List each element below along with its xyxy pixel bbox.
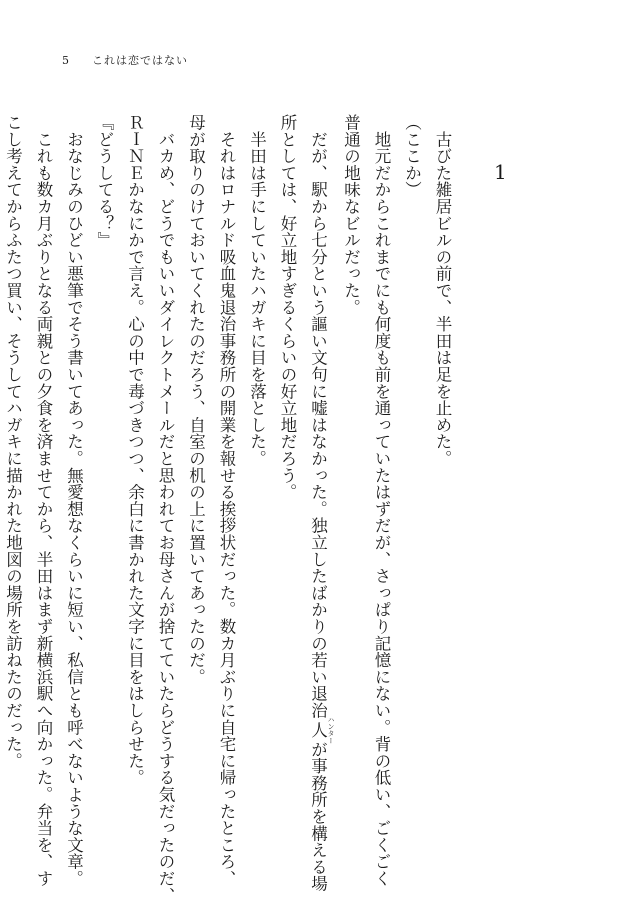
text-line: それはロナルド吸血鬼退治事務所の開業を報せる挨拶状だった。数カ月ぶりに自宅に帰ったところ、 — [217, 130, 236, 887]
running-header — [62, 52, 188, 68]
text-line: 普通の地味なビルだった。 — [341, 114, 361, 316]
text-line: 半田は手にしていたハガキに目を落とした。 — [247, 130, 267, 467]
text-line: バカめ、どうでもいいダイレクトメールだと思われてお母さんが捨てていたらどうする気だったのだ、 — [156, 130, 175, 904]
ruby-base: 人 — [308, 715, 328, 744]
furigana-word — [308, 715, 335, 744]
text-line: 古びた雑居ビルの前で、半田は足を止めた。 — [433, 130, 452, 467]
vertical-body-text — [0, 114, 457, 904]
page-number: 5 — [62, 54, 70, 67]
text-segment: だが、駅から七分という謳い文句に嘘はなかった。独立したばかりの若い退治 — [308, 130, 328, 719]
ruby-reading: ハンター — [327, 715, 335, 744]
chapter-number: 1 — [494, 160, 507, 184]
text-line: これも数カ月ぶりとなる両親との夕食を済ませてから、半田はまず新横浜駅へ向かった。弁当を、す — [34, 130, 53, 887]
text-line: ＲＩＮＥかなにかで言え。心の中で毒づきつつ、余白に書かれた文字に目をはしらせた。 — [125, 114, 145, 786]
text-line-with-ruby — [302, 114, 335, 893]
book-title: これは恋ではない — [92, 54, 188, 67]
text-line: 地元だからこれまでにも何度も前を通っていたはずだが、さっぱり記憶にない。背の低い、ごくごく — [372, 130, 391, 887]
text-segment: が事務所を構える場 — [308, 740, 328, 893]
text-line: おなじみのひどい悪筆でそう書いてあった。無愛想なくらいに短い、私信とも呼べないような文章。 — [64, 130, 84, 887]
text-line: （ここか） — [402, 114, 422, 198]
text-line: 所としては、好立地すぎるくらいの好立地だろう。 — [278, 114, 297, 501]
text-line: 『どうしてる？』 — [95, 114, 114, 249]
text-line: 母が取りのけておいてくれたのだろう、自室の机の上に置いてあったのだ。 — [186, 114, 206, 686]
text-line: こし考えてからふたつ買い、そうしてハガキに描かれた地図の場所を訪ねたのだった。 — [3, 114, 23, 770]
